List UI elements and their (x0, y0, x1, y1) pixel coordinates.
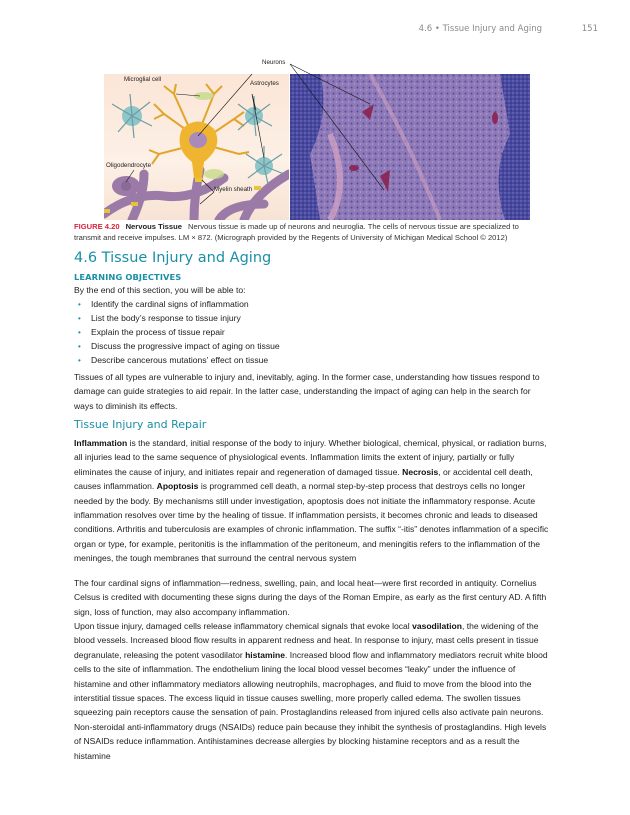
bullet-icon: • (78, 356, 81, 365)
paragraph-injury-response (74, 619, 552, 763)
figure-nervous-tissue (104, 58, 530, 220)
paragraph-text: Upon tissue injury, damaged cells release inflammatory chemical signals that evoke local (74, 621, 413, 631)
objective-text: Discuss the progressive impact of aging on tissue (91, 341, 280, 351)
term-necrosis: Necrosis (402, 466, 439, 477)
nervous-tissue-illustration (104, 74, 289, 220)
objective-text: Explain the process of tissue repair (91, 327, 225, 337)
subsection-title: Tissue Injury and Repair (74, 418, 207, 431)
neuroglia-drawing-icon (104, 74, 289, 220)
figure-title: Nervous Tissue (125, 222, 182, 231)
intro-paragraph: Tissues of all types are vulnerable to injury and, inevitably, aging. In the former case, understanding how tissues respond to damage can guide strategies to aid repair. In the latter case, understanding the impact of aging can help in the search for ways to diminish its effects. (74, 372, 540, 411)
list-item (78, 297, 280, 311)
running-head (0, 24, 630, 38)
objective-text: Identify the cardinal signs of inflammation (91, 299, 249, 309)
learning-objectives-list (78, 297, 280, 367)
section-title: 4.6 Tissue Injury and Aging (74, 250, 272, 266)
term-inflammation: Inflammation (74, 438, 128, 448)
neurons-leader-lines (284, 62, 384, 192)
bullet-icon: • (78, 328, 81, 337)
bullet-icon: • (78, 300, 81, 309)
label-oligodendrocyte: Oligodendrocyte (106, 162, 152, 169)
running-head-title: 4.6 • Tissue Injury and Aging (418, 24, 542, 34)
figure-caption (74, 222, 544, 243)
list-item (78, 325, 280, 339)
list-item (78, 353, 280, 367)
paragraph-cardinal-signs: The four cardinal signs of inflammation—redness, swelling, pain, and local heat—were first recorded in antiquity. Cornelius Celsus is credited with documenting these signs during the days of the Roman Empire, as early as the first century AD. A fifth sign, loss of function, may also accompany inflammation. (74, 578, 547, 617)
term-apoptosis: Apoptosis (156, 481, 199, 492)
term-vasodilation: vasodilation (412, 621, 462, 631)
label-microglial-cell: Microglial cell (124, 76, 162, 83)
figure-caption-text: Nervous tissue is made up of neurons and neuroglia. The cells of nervous tissue are specialized to transmit and receive impulses. LM × 872. (Micrograph provided by the Regents of University of Michigan Medical School © 2012) (74, 222, 519, 242)
term-histamine: histamine (245, 649, 285, 660)
list-item (78, 311, 280, 325)
learning-objectives-intro: By the end of this section, you will be able to: (74, 285, 246, 295)
paragraph-text: is programmed cell death, a normal step-by-step process that destroys cells no longer needed by the body. By mechanisms still under investigation, apoptosis does not initiate the inflammatory response. Acute inflammation resolves over time by the healing of tissue. If inflammation persists, it becomes chronic and leads to diseased conditions. Arthritis and tuberculosis are examples of chronic inflammation. The suffix “-itis” denotes inflammation of a specific organ or type, for example, peritonitis is the inflammation of the peritoneum, and meningitis refers to the inflammation of the meninges, the tough membranes that surround the central nervous system (74, 481, 549, 564)
label-astrocytes: Astrocytes (250, 80, 279, 87)
label-neurons: Neurons (262, 59, 286, 66)
objective-text: List the body’s response to tissue injury (91, 313, 241, 323)
paragraph-text: is the standard, initial response of the body to injury. Whether biological, chemical, physical, or radiation burns, all injuries lead to the same sequence of physiological events. Inflammation limits the extent of injury, partially or fully eliminates the cause of injury, and initiates repair and regeneration of damaged tissue. (74, 438, 547, 477)
learning-objectives-heading: LEARNING OBJECTIVES (74, 272, 182, 282)
objective-text: Describe cancerous mutations’ effect on tissue (91, 355, 269, 365)
bullet-icon: • (78, 342, 81, 351)
paragraph-text: , or accidental cell death, causes inflammation. (74, 466, 533, 492)
bullet-icon: • (78, 314, 81, 323)
paragraph-inflammation (74, 436, 552, 566)
label-myelin-sheath: Myelin sheath (214, 186, 253, 193)
paragraph-text: , the widening of the blood vessels. Increased blood flow results in apparent redness and heat. In response to injury, mast cells present in tissue degranulate, releasing the potent vasodilator (74, 621, 539, 660)
paragraph-text: . Increased blood flow and inflammatory mediators recruit white blood cells to the site of inflammation. The endothelium lining the local blood vessel becomes “leaky” under the influence of histamine and other inflammatory mediators allowing neutrophils, macrophages, and fluid to move from the blood into the interstitial tissue spaces. The excess liquid in tissue causes swelling, more properly called edema. The swollen tissues squeezing pain receptors cause the sensation of pain. Prostaglandins released from injured cells also activate pain neurons. Non-steroidal anti-inflammatory drugs (NSAIDs) reduce pain because they inhibit the synthesis of prostaglandins. High levels of NSAIDs reduce inflammation. Antihistamines decrease allergies by blocking histamine receptors and as a result the histamine (74, 649, 548, 761)
figure-number: FIGURE 4.20 (74, 222, 120, 231)
list-item (78, 339, 280, 353)
page-number: 151 (581, 24, 598, 34)
